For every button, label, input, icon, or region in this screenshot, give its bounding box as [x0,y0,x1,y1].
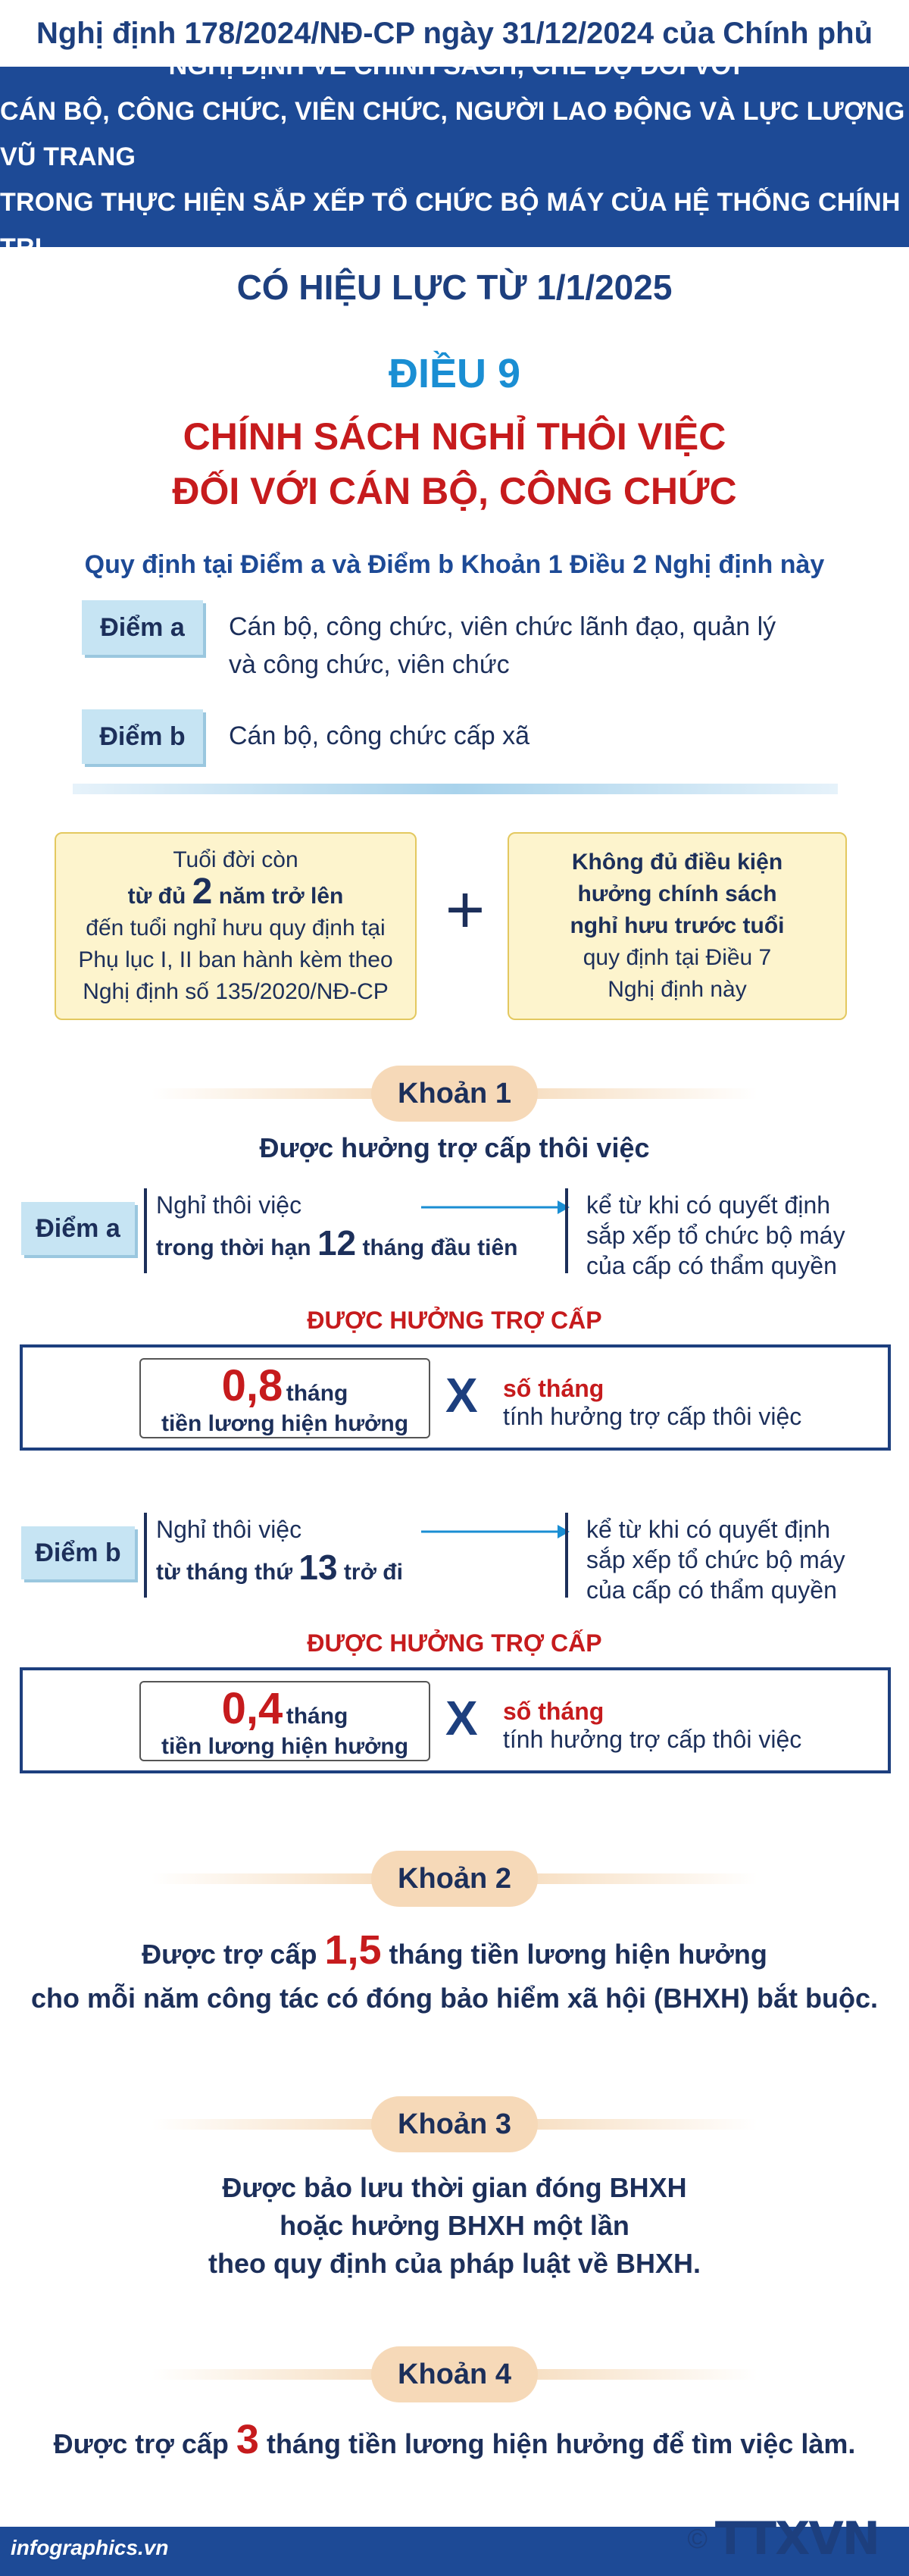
age-line-2-pre: từ đủ [127,884,192,909]
point-b-tag: Điểm b [82,709,203,764]
khoan-3-text [0,2169,909,2283]
case-a-line-1: Nghỉ thôi việc [156,1191,302,1219]
point-b-text: Cán bộ, công chức cấp xã [229,721,529,750]
page-title: Nghị định 178/2024/NĐ-CP ngày 31/12/2024 của Chính phủ [0,0,909,67]
case-b-tag: Điểm b [21,1526,135,1579]
case-b-line-1: Nghỉ thôi việc [156,1516,302,1543]
case-b-rate: 0,4 [221,1683,283,1733]
case-a-rate-box [139,1358,430,1438]
section-divider [73,784,838,794]
case-a-left-bracket [144,1188,155,1273]
khoan-2-post: tháng tiền lương hiện hưởng [381,1939,767,1970]
age-line-2-post: năm trở lên [212,884,344,909]
case-a-when-3: của cấp có thẩm quyền [586,1252,837,1279]
banner-line-2: CÁN BỘ, CÔNG CHỨC, VIÊN CHỨC, NGƯỜI LAO ĐỘNG VÀ LỰC LƯỢNG VŨ TRANG [0,97,905,171]
ttxvn-logo [687,2512,879,2565]
khoan-3-line-3: theo quy định của pháp luật về BHXH. [208,2248,701,2279]
case-a-when-2: sắp xếp tổ chức bộ máy [586,1222,845,1249]
case-a-right-bracket [565,1188,576,1273]
article-title [0,409,909,518]
banner-line-3: TRONG THỰC HIỆN SẮP XẾP TỔ CHỨC BỘ MÁY CỦA HỆ THỐNG CHÍNH TRỊ [0,188,901,262]
age-line-1: Tuổi đời còn [173,847,298,872]
khoan-4-text [0,2417,909,2463]
khoan-2-pre: Được trợ cấp [142,1939,325,1970]
effective-date: CÓ HIỆU LỰC TỪ 1/1/2025 [236,268,673,307]
khoan-3-line-1: Được bảo lưu thời gian đóng BHXH [222,2172,687,2203]
khoan-4-pre: Được trợ cấp [53,2428,236,2459]
khoan-2-months: 1,5 [324,1927,382,1973]
article-title-line-2: ĐỐI VỚI CÁN BỘ, CÔNG CHỨC [172,470,737,512]
age-line-5: Nghị định số 135/2020/NĐ-CP [83,979,389,1004]
case-a-months-desc: tính hưởng trợ cấp thôi việc [503,1403,802,1430]
case-b-post: trở đi [337,1560,403,1585]
case-a-rate-unit: tháng [286,1380,348,1406]
article-number: ĐIỀU 9 [388,351,521,396]
scope-text: Quy định tại Điểm a và Điểm b Khoản 1 Điều 2 Nghị định này [84,550,825,579]
case-a-pre: trong thời hạn [156,1235,317,1260]
case-b-months-label: số tháng [503,1698,604,1725]
ret-line-1: Không đủ điều kiện [571,850,783,875]
case-a-rate-line [222,1360,348,1411]
case-a-months: 12 [317,1223,357,1263]
ret-line-2: hưởng chính sách [577,881,777,906]
case-b-when-2: sắp xếp tổ chức bộ máy [586,1546,845,1573]
case-a-months-label: số tháng [503,1375,604,1402]
point-a-text [229,608,880,684]
copyright-icon: © [687,2523,708,2554]
age-line-3: đến tuổi nghỉ hưu quy định tại [86,916,386,941]
age-condition-box [55,832,417,1020]
case-b-months: 13 [298,1548,338,1587]
case-a-when [586,1190,904,1281]
case-b-benefit-label: ĐƯỢC HƯỞNG TRỢ CẤP [307,1629,602,1657]
case-a-post: tháng đầu tiên [356,1235,518,1260]
case-b-pre: từ tháng thứ [156,1560,299,1585]
case-b-rate-line [222,1683,348,1734]
case-b-when-1: kể từ khi có quyết định [586,1516,831,1543]
case-b-when [586,1514,904,1605]
ret-line-4: quy định tại Điều 7 [583,945,772,970]
case-b-rate-unit: tháng [286,1703,348,1729]
article-title-line-1: CHÍNH SÁCH NGHỈ THÔI VIỆC [183,415,726,458]
case-b-right-bracket [565,1513,576,1598]
case-a-line-2 [156,1222,565,1263]
plus-icon: + [445,872,486,948]
case-a-benefit-label: ĐƯỢC HƯỞNG TRỢ CẤP [307,1307,602,1334]
case-a-tag: Điểm a [21,1202,135,1255]
point-a-line-1: Cán bộ, công chức, viên chức lãnh đạo, quản lý [229,612,776,641]
age-line-4: Phụ lục I, II ban hành kèm theo [78,947,393,972]
case-a-months-box [503,1375,882,1431]
khoan-2-line-2: cho mỗi năm công tác có đóng bảo hiểm xã hội (BHXH) bắt buộc. [30,1983,879,2014]
retirement-condition-box [508,832,847,1020]
case-b-arrow-icon [421,1520,573,1543]
khoan-4-post: tháng tiền lương hiện hưởng để tìm việc làm. [258,2428,856,2459]
case-b-times-icon: X [445,1691,478,1745]
case-b-months-desc: tính hưởng trợ cấp thôi việc [503,1726,802,1753]
age-line-2 [56,872,415,912]
case-b-when-3: của cấp có thẩm quyền [586,1576,837,1604]
case-b-salary: tiền lương hiện hưởng [161,1733,409,1759]
khoan-1-heading: Được hưởng trợ cấp thôi việc [259,1132,650,1163]
case-a-salary: tiền lương hiện hưởng [161,1410,409,1436]
age-years-number: 2 [192,872,213,912]
case-b-rate-box [139,1681,430,1761]
khoan-4-label: Khoản 4 [371,2346,538,2402]
khoan-1-label: Khoản 1 [371,1066,538,1122]
case-b-months-box [503,1698,882,1754]
case-a-arrow-icon [421,1196,573,1219]
khoan-3-label: Khoản 3 [371,2096,538,2152]
ttxvn-logo-text: TTXVN [714,2512,879,2565]
point-a-line-2: và công chức, viên chức [229,650,510,679]
footer-site-link[interactable]: infographics.vn [11,2536,169,2559]
banner-line-1: NGHỊ ĐỊNH VỀ CHÍNH SÁCH, CHẾ ĐỘ ĐỐI VỚI [168,52,741,80]
ret-line-3: nghỉ hưu trước tuổi [570,913,785,938]
khoan-2-label: Khoản 2 [371,1851,538,1907]
khoan-3-line-2: hoặc hưởng BHXH một lần [280,2210,629,2241]
khoan-4-months: 3 [236,2417,259,2462]
point-a-tag: Điểm a [82,600,203,655]
khoan-2-line-1 [0,1927,909,1973]
case-a-rate: 0,8 [221,1360,283,1410]
case-a-when-1: kể từ khi có quyết định [586,1191,831,1219]
case-b-line-2 [156,1547,565,1588]
ret-line-5: Nghị định này [608,977,747,1002]
case-b-left-bracket [144,1513,155,1598]
case-a-times-icon: X [445,1368,478,1423]
decree-banner [0,52,909,262]
